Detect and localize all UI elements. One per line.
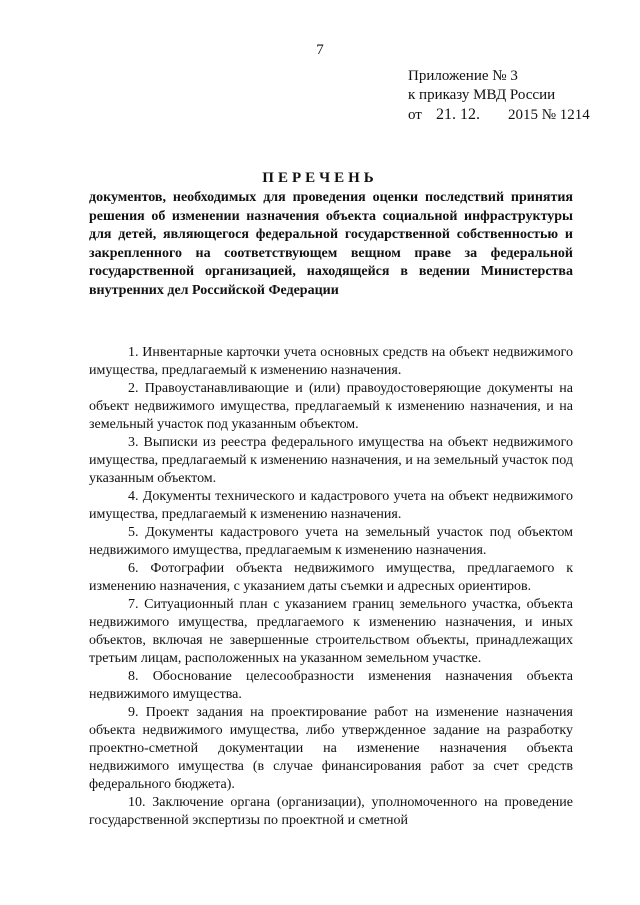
list-item: 10. Заключение органа (организации), уполномоченного на проведение государственной экспертизы по проектной и сметной bbox=[89, 795, 573, 828]
order-year-number: 2015 № 1214 bbox=[508, 107, 590, 123]
list-item: 1. Инвентарные карточки учета основных средств на объект недвижимого имущества, предлагаемый к изменению назначения. bbox=[89, 345, 573, 378]
appendix-title: Приложение № 3 bbox=[408, 68, 518, 84]
handwritten-date: 21. 12. bbox=[436, 106, 480, 123]
date-prefix: от bbox=[408, 107, 422, 123]
list-item: 7. Ситуационный план с указанием границ земельного участка, объекта недвижимого имущества, предлагаемого к изменению назначения, и иных объектов, включая не завершенные строительством объекты, принадлежащих третьим лицам, расположенных на указанном земельном участке. bbox=[89, 597, 573, 666]
list-item: 3. Выписки из реестра федерального имущества на объект недвижимого имущества, предлагаемый к изменению назначения, и на земельный участок под указанным объектом. bbox=[89, 435, 573, 486]
list-item: 8. Обоснование целесообразности изменения назначения объекта недвижимого имущества. bbox=[89, 669, 573, 702]
list-item: 4. Документы технического и кадастрового учета на объект недвижимого имущества, предлагаемый к изменению назначения. bbox=[89, 489, 573, 522]
list-item: 9. Проект задания на проектирование работ на изменение назначения объекта недвижимого имущества, либо утвержденное задание на разработку проектно-сметной документации на изменение назначения объекта недвижимого имущества (в случае финансирования работ за счет средств федерального бюджета). bbox=[89, 705, 573, 792]
appendix-block bbox=[408, 67, 590, 125]
list-item: 6. Фотографии объекта недвижимого имущества, предлагаемого к изменению назначения, с указанием даты съемки и адресных ориентиров. bbox=[89, 561, 573, 594]
appendix-order-ref: к приказу МВД России bbox=[408, 87, 556, 103]
document-heading: ПЕРЕЧЕНЬ bbox=[262, 170, 378, 186]
list-item: 2. Правоустанавливающие и (или) правоудостоверяющие документы на объект недвижимого имущества, предлагаемый к изменению назначения, и на земельный участок под указанным объектом. bbox=[89, 381, 573, 432]
page-number: 7 bbox=[316, 42, 324, 58]
list-item: 5. Документы кадастрового учета на земельный участок под объектом недвижимого имущества, предлагаемым к изменению назначения. bbox=[89, 525, 573, 558]
appendix-date-line bbox=[408, 105, 590, 125]
document-items-list bbox=[89, 344, 573, 830]
document-subject: документов, необходимых для проведения оценки последствий принятия решения об изменении назначения объекта социальной инфраструктуры для детей, являющегося федеральной государственной собственностью и закрепленного на соответствующем вещном праве за федеральной государственной организацией, находящейся в ведении Министерства внутренних дел Российской Федерации bbox=[89, 190, 573, 298]
